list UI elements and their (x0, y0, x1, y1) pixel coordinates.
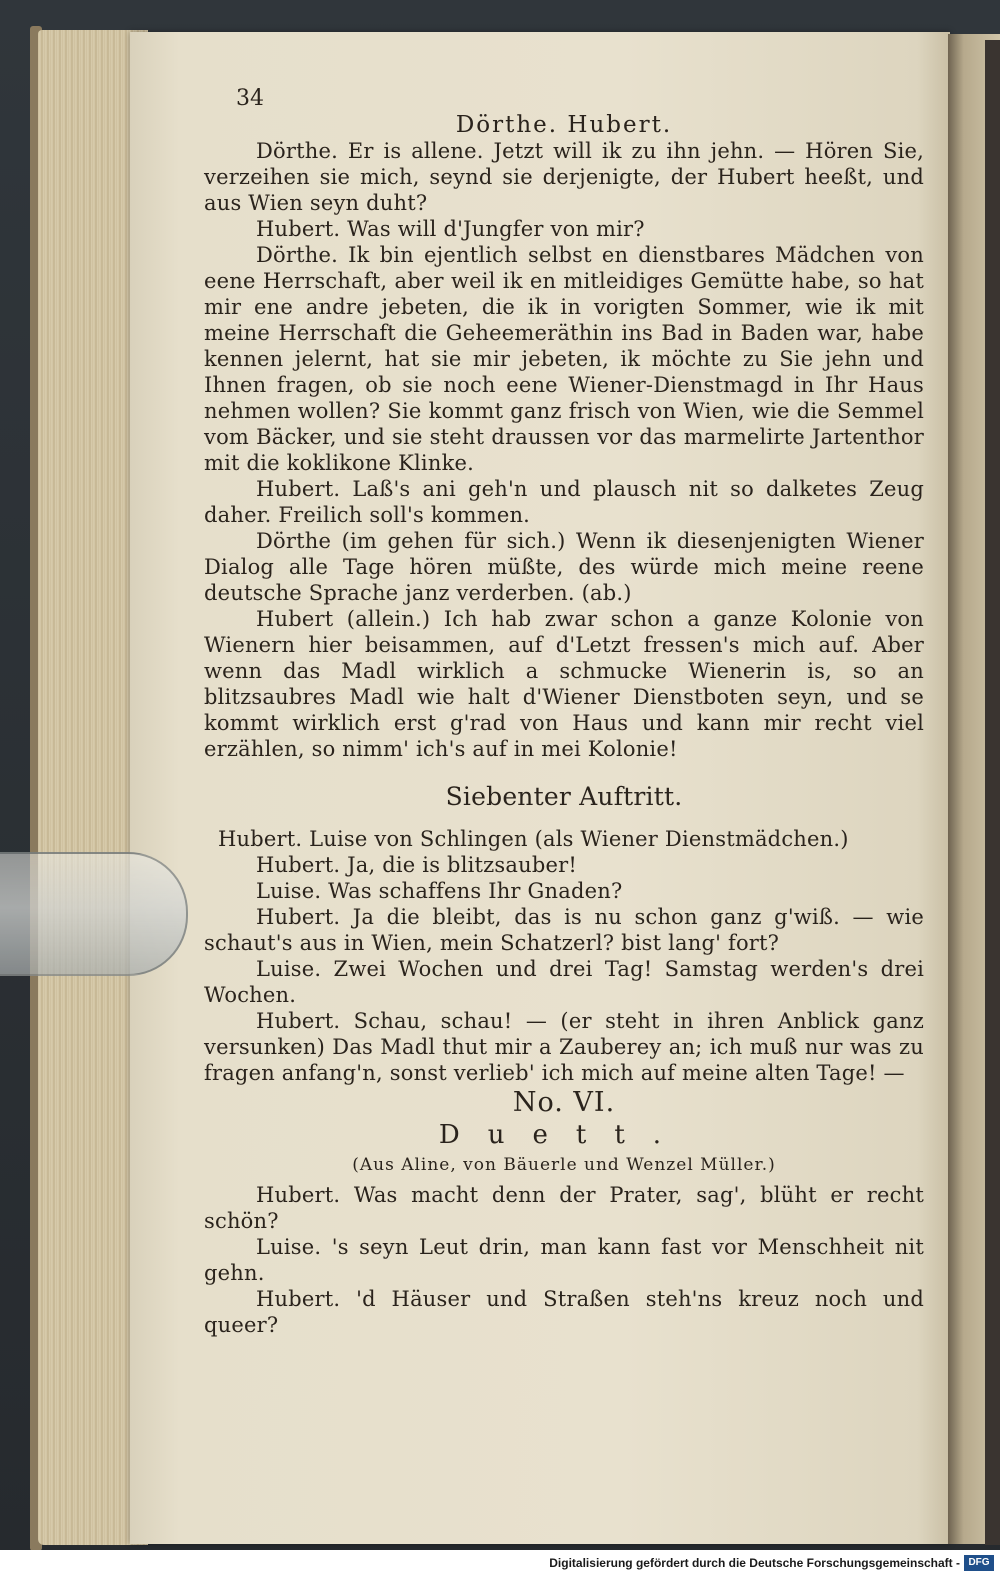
text-line: Hubert. Schau, schau! — (er steht in ihren Anblick ganz versunken) Das Madl thut mir a Zauberey an; ich muß nur was zu fragen anfang'n, sonst verlieb' ich mich auf meine alten Tage! — (204, 1009, 924, 1085)
page-number: 34 (236, 86, 264, 111)
right-cover-edge (985, 40, 1000, 1545)
scene-cast: Hubert. Luise von Schlingen (als Wiener Dienstmädchen.) (218, 827, 849, 851)
text-line: Hubert. Was will d'Jungfer von mir? (256, 217, 645, 241)
footer-text: Digitalisierung gefördert durch die Deutsche Forschungsgemeinschaft - (549, 1556, 960, 1570)
text-line: Hubert. 'd Häuser und Straßen steh'ns kreuz noch und queer? (204, 1287, 924, 1337)
text-line: Luise. Was schaffens Ihr Gnaden? (256, 879, 623, 903)
dfg-logo: DFG (964, 1555, 994, 1571)
text-line: Dörthe (im gehen für sich.) Wenn ik diesenjenigten Wiener Dialog alle Tage hören müßte, des würde mich meine reene deutsche Sprache janz verderben. (ab.) (204, 529, 924, 605)
text-line: Hubert (allein.) Ich hab zwar schon a ganze Kolonie von Wienern hier beisammen, auf d'Letzt fressen's mich auf. Aber wenn das Madl wirklich a schmucke Wienerin is, so an blitzsaubres Madl wie halt d'Wiener Dienstboten seyn, und se kommt wirklich erst g'rad von Haus und kann mir recht viel erzählen, so nimm' ich's auf in mei Kolonie! (204, 607, 924, 761)
text-line: Luise. 's seyn Leut drin, man kann fast vor Menschheit nit gehn. (204, 1235, 924, 1285)
text-line: Hubert. Ja die bleibt, das is nu schon ganz g'wiß. — wie schaut's aus in Wien, mein Schatzerl? bist lang' fort? (204, 905, 924, 955)
text-line: Hubert. Ja, die is blitzsauber! (256, 853, 578, 877)
scene-title: Siebenter Auftritt. (445, 782, 683, 811)
duett-title: Duett. (438, 1120, 690, 1150)
footer-bar (0, 1550, 1000, 1578)
text-line: Dörthe. Er is allene. Jetzt will ik zu ihn jehn. — Hören Sie, verzeihen sie mich, seynd sie derjenigte, der Hubert heeßt, und aus Wien seyn duht? (204, 139, 924, 215)
duett-source: (Aus Aline, von Bäuerle und Wenzel Müller.) (352, 1155, 776, 1175)
text-line: Luise. Zwei Wochen und drei Tag! Samstag werden's drei Wochen. (204, 957, 924, 1007)
page-clip (0, 852, 188, 976)
text-line: Hubert. Was macht denn der Prater, sag', blüht er recht schön? (204, 1183, 924, 1233)
number-title: No. VI. (512, 1087, 616, 1118)
text-line: Hubert. Laß's ani geh'n und plausch nit so dalketes Zeug daher. Freilich soll's kommen. (204, 477, 924, 527)
page-text (204, 80, 924, 1338)
text-line: Dörthe. Ik bin ejentlich selbst en dienstbares Mädchen von eene Herrschaft, aber weil ik en mitleidiges Gemütte habe, so hat mir ene andre jebeten, die ik in vorigten Sommer, wie ik mit meine Herrschaft die Geheemeräthin ins Bad in Baden war, habe kennen jelernt, hat sie mir jebeten, ik möchte zu Sie jehn und Ihnen fragen, ob sie noch eene Wiener-Dienstmagd in Ihr Haus nehmen wollen? Sie kommt ganz frisch von Wien, wie die Semmel vom Bäcker, und sie steht draussen vor das marmelirte Jartenthor mit die koklikone Klinke. (204, 243, 924, 475)
scene-heading: Dörthe. Hubert. (455, 112, 673, 138)
